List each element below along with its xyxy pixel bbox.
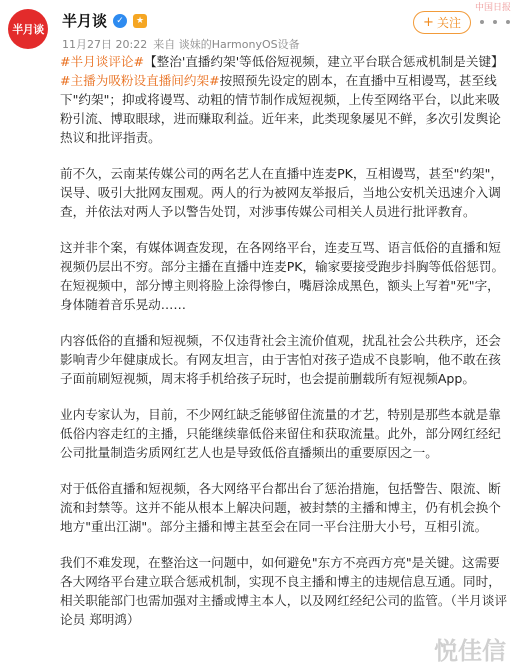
paragraph-3: 这并非个案，有媒体调查发现，在各网络平台，连麦互骂、语言低俗的直播和短视频仍层出不穷。部分主播在直播中连麦PK，输家要接受跑步抖胸等低俗惩罚。在短视频中，部分博主则将脸上涂得惨白，嘴唇涂成黑色，额头上写着"死"字，身体随着音乐晃动……	[60, 240, 505, 312]
paragraph-6: 对于低俗直播和短视频，各大网络平台都出台了惩治措施，包括警告、限流、断流和封禁等。这并不能从根本上解决问题，被封禁的主播和博主，仍有机会换个地方"重出江湖"。部分主播和博主甚至会在同一平台注册大小号，互相引流。	[60, 481, 501, 534]
post-intro: 按照预先设定的剧本，在直播中互相谩骂，甚至线下"约架"；抑或将谩骂、动粗的情节制作成短视频，上传至网络平台，以此来吸粉引流、博取眼球，进而赚取利益。近年来，此类现象屡见不鲜，多次引发舆论热议和批评指责。	[60, 73, 501, 145]
plus-icon: +	[423, 15, 434, 30]
paragraph-1	[60, 52, 512, 147]
follow-label: 关注	[436, 16, 461, 30]
post-header	[0, 0, 518, 60]
post-content	[60, 52, 512, 646]
post-title: 【整治'直播约架'等低俗短视频，建立平台联合惩戒机制是关键】	[144, 54, 504, 69]
corner-logo: 中国日报	[475, 3, 512, 13]
paragraph-4: 内容低俗的直播和短视频，不仅违背社会主流价值观，扰乱社会公共秩序，还会影响青少年健康成长。有网友坦言，由于害怕对孩子造成不良影响，他不敢在孩子面前刷短视频，周末将手机给孩子玩时，也会提前删载所有短视频App。	[60, 333, 501, 386]
more-icon[interactable]	[480, 14, 510, 30]
follow-button[interactable]	[413, 11, 471, 34]
paragraph-2: 前不久，云南某传媒公司的两名艺人在直播中连麦PK，互相谩骂，甚至"约架"，误导、吸引大批网友围观。两人的行为被网友举报后，当地公安机关迅速介入调查，并依法对两人予以警告处罚，对涉事传媒公司相关人员进行批评教育。	[60, 166, 504, 219]
paragraph-5: 业内专家认为，目前，不少网红缺乏能够留住流量的才艺，特别是那些本就是靠低俗内容走红的主播，只能继续靠低俗来留住和获取流量。此外，部分网红经纪公司批量制造劣质网红艺人也是导致低俗直播频出的重要原因之一。	[60, 407, 501, 460]
hashtag-link[interactable]: #半月谈评论#	[60, 54, 145, 69]
hashtag-link[interactable]: #主播为吸粉设直播间约架#	[60, 73, 220, 88]
avatar-text: 半月谈	[12, 23, 44, 36]
post-time: 11月27日 20:22	[62, 38, 148, 51]
name-row	[62, 10, 147, 31]
gov-badge-icon: ★	[133, 14, 147, 28]
post-source: 来自 谈妹的HarmonyOS设备	[153, 38, 300, 51]
verified-icon: ✓	[113, 14, 127, 28]
post-meta	[62, 36, 300, 52]
user-name[interactable]: 半月谈	[62, 12, 108, 30]
watermark: 悦佳信	[434, 637, 506, 665]
avatar[interactable]	[8, 9, 48, 49]
paragraph-7: 我们不难发现，在整治这一问题中，如何避免"东方不亮西方亮"是关键。这需要各大网络平台建立联合惩戒机制，实现不良主播和博主的违规信息互通。同时，相关职能部门也需加强对主播或博主本人，以及网红经纪公司的监管。（半月谈评论员 郑明鸿）	[60, 555, 508, 627]
